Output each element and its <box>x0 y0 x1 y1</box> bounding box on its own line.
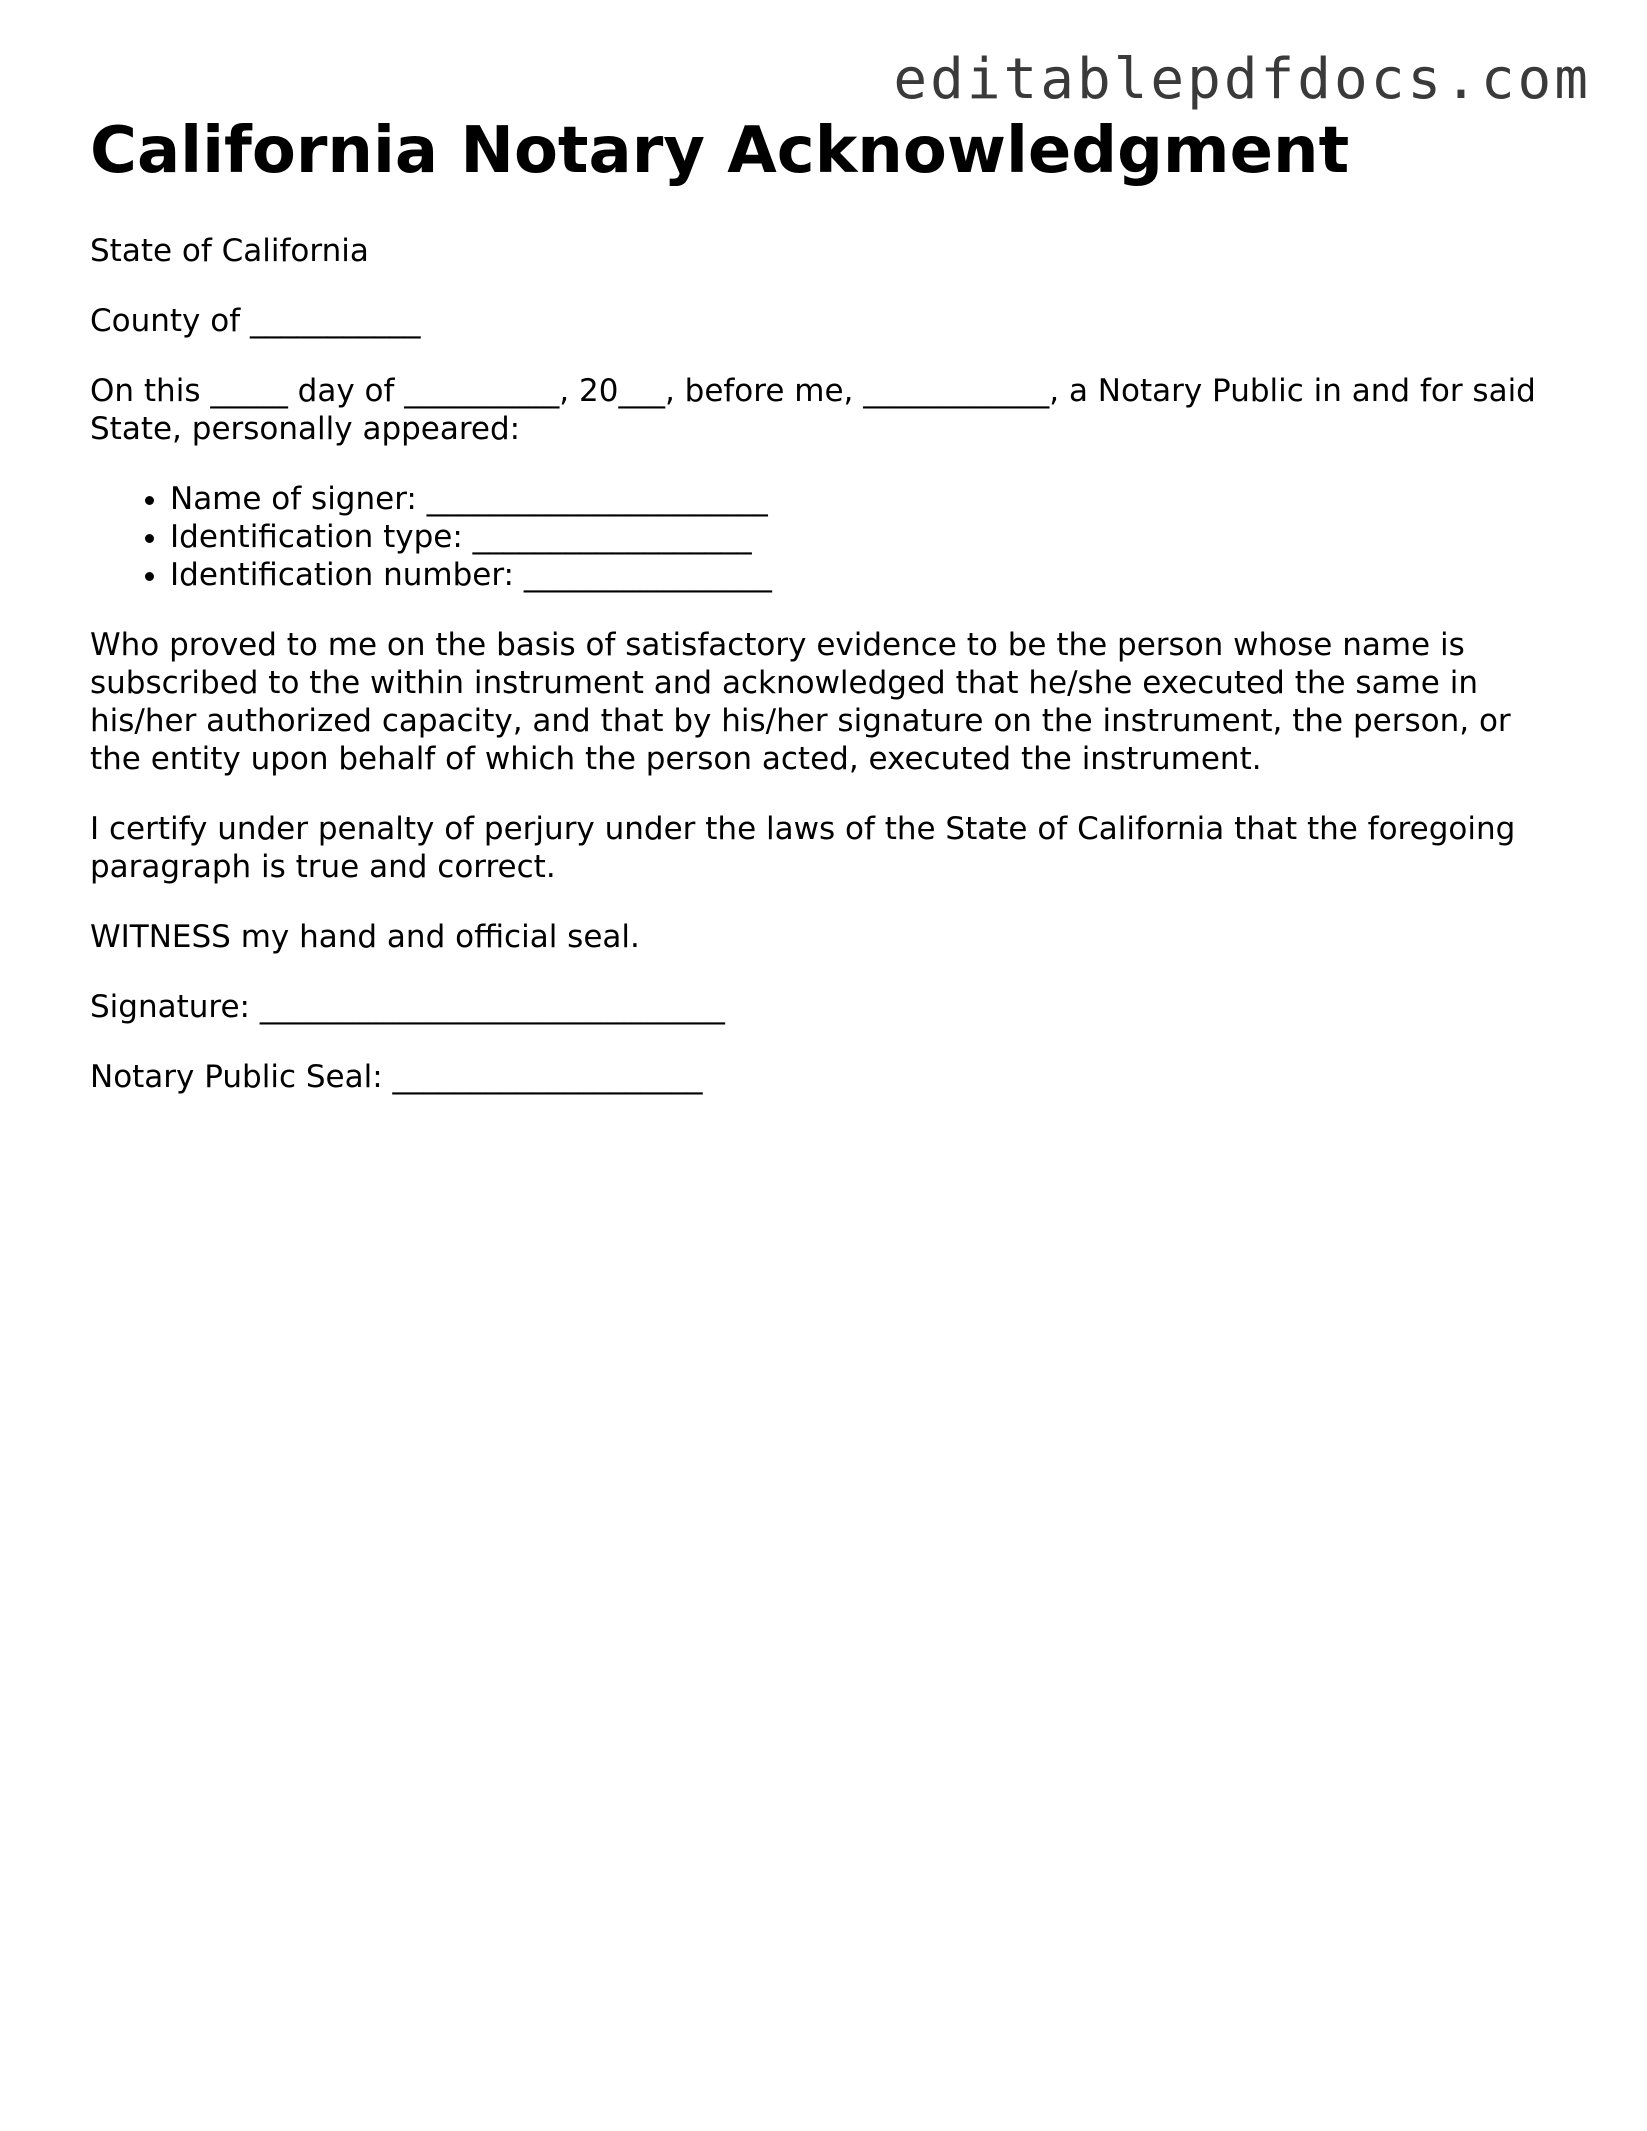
document-page <box>90 115 1570 1096</box>
document-title: California Notary Acknowledgment <box>90 114 1350 188</box>
watermark-text: editablepdfdocs.com <box>893 47 1591 112</box>
list-item-signer-name: • Name of signer: ______________________ <box>170 480 1570 518</box>
signer-fields-list <box>90 480 1570 594</box>
list-item-identification-number: • Identification number: ________________ <box>170 556 1570 594</box>
certification-paragraph: I certify under penalty of perjury under the laws of the State of California that the foregoing paragraph is true and correct. <box>90 810 1516 885</box>
list-item-identification-type: • Identification type: __________________ <box>170 518 1570 556</box>
signature-line: Signature: ______________________________ <box>90 988 725 1025</box>
appearance-paragraph: On this _____ day of __________, 20___, before me, ____________, a Notary Public in and for said State, personally appeared: <box>90 372 1536 447</box>
proof-paragraph: Who proved to me on the basis of satisfactory evidence to be the person whose name is subscribed to the within instrument and acknowledged that he/she executed the same in his/her authorized capacity, and that by his/her signature on the instrument, the person, or the entity upon behalf of which the person acted, executed the instrument. <box>90 626 1511 777</box>
state-line: State of California <box>90 232 369 269</box>
county-line: County of ___________ <box>90 302 421 339</box>
witness-line: WITNESS my hand and official seal. <box>90 918 640 955</box>
notary-seal-line: Notary Public Seal: ____________________ <box>90 1058 703 1095</box>
